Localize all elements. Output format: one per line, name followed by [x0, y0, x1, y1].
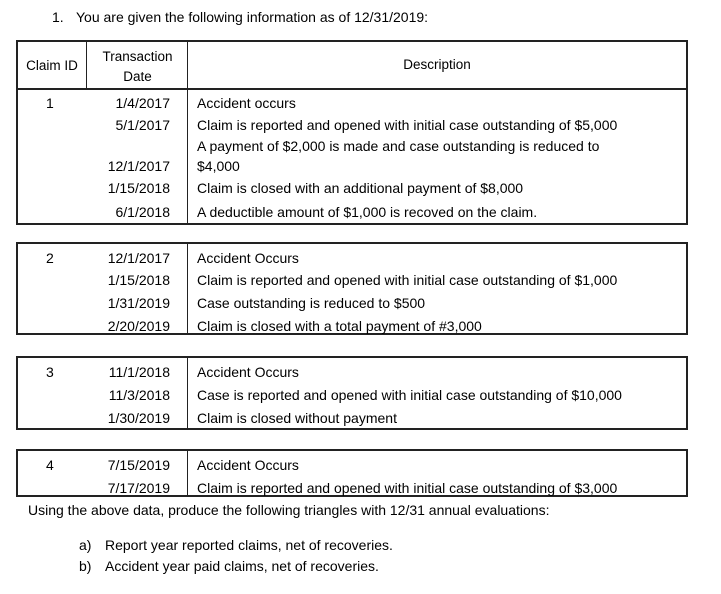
task-label: b) — [79, 558, 92, 574]
question-number: 1. — [52, 9, 64, 25]
transaction-desc: Accident occurs — [197, 95, 296, 111]
transaction-date: 2/20/2019 — [107, 318, 170, 334]
transaction-date: 11/3/2018 — [108, 387, 170, 403]
transaction-date: 12/1/2017 — [107, 250, 170, 266]
claim-id: 1 — [46, 95, 54, 111]
transaction-desc: A payment of $2,000 is made and case outstanding is reduced to — [197, 138, 600, 154]
claim-id: 2 — [46, 250, 54, 266]
transaction-desc: Claim is closed with a total payment of #3,000 — [197, 318, 482, 334]
transaction-desc: $4,000 — [197, 158, 240, 174]
transaction-desc: Claim is closed without payment — [197, 410, 397, 426]
header-transaction: Transaction — [102, 49, 173, 64]
header-claim-id: Claim ID — [26, 58, 78, 73]
question-intro: You are given the following information as of 12/31/2019: — [76, 9, 429, 25]
transaction-date: 1/4/2017 — [115, 95, 170, 111]
task-text: Accident year paid claims, net of recoveries. — [105, 558, 379, 574]
transaction-date: 12/1/2017 — [107, 158, 170, 174]
header-date: Date — [123, 69, 152, 84]
instructions-text: Using the above data, produce the following triangles with 12/31 annual evaluations: — [28, 502, 550, 518]
task-label: a) — [79, 537, 92, 553]
transaction-date: 5/1/2017 — [115, 117, 170, 133]
transaction-desc: Accident Occurs — [197, 250, 299, 266]
transaction-desc: Claim is reported and opened with initial case outstanding of $5,000 — [197, 117, 618, 133]
transaction-date: 1/30/2019 — [107, 410, 170, 426]
transaction-desc: Accident Occurs — [197, 457, 299, 473]
transaction-desc: A deductible amount of $1,000 is recoved on the claim. — [197, 204, 538, 220]
transaction-date: 1/15/2018 — [107, 272, 170, 288]
transaction-desc: Case outstanding is reduced to $500 — [197, 295, 426, 311]
transaction-desc: Case is reported and opened with initial case outstanding of $10,000 — [197, 387, 622, 403]
transaction-desc: Accident Occurs — [197, 364, 299, 380]
claim-id: 4 — [46, 457, 54, 473]
transaction-desc: Claim is reported and opened with initial case outstanding of $1,000 — [197, 272, 618, 288]
transaction-date: 11/1/2018 — [108, 364, 170, 380]
transaction-date: 7/15/2019 — [107, 457, 170, 473]
header-description: Description — [403, 57, 471, 72]
task-text: Report year reported claims, net of recoveries. — [105, 537, 393, 553]
transaction-desc: Claim is reported and opened with initial case outstanding of $3,000 — [197, 480, 618, 496]
transaction-desc: Claim is closed with an additional payment of $8,000 — [197, 180, 524, 196]
claim-id: 3 — [46, 364, 54, 380]
transaction-date: 1/15/2018 — [107, 180, 170, 196]
transaction-date: 1/31/2019 — [107, 295, 170, 311]
transaction-date: 6/1/2018 — [115, 204, 170, 220]
transaction-date: 7/17/2019 — [107, 480, 170, 496]
